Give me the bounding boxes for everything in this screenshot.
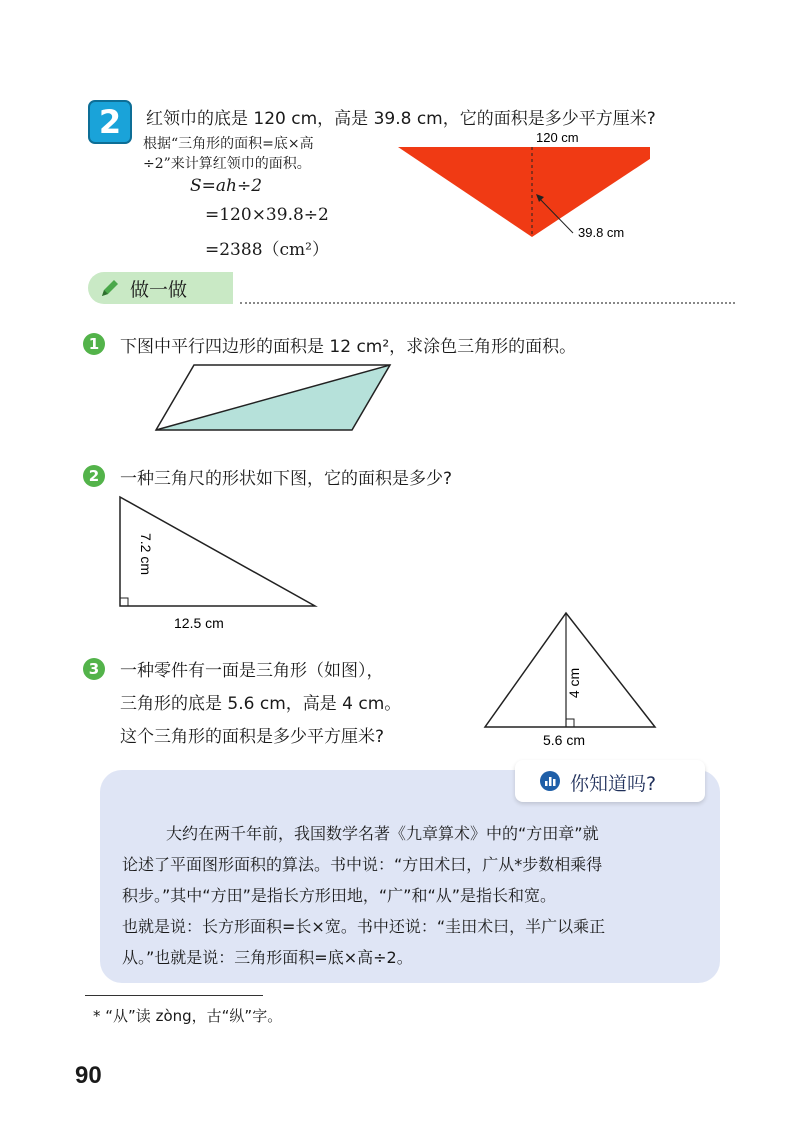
info-body xyxy=(122,818,712,973)
hint-line-1: 根据“三角形的面积=底×高 xyxy=(143,136,314,152)
q3-line-1: 一种零件有一面是三角形（如图）， xyxy=(120,661,384,681)
example-number-badge: 2 xyxy=(88,100,132,144)
right-angle-mark xyxy=(120,598,128,606)
part-triangle-figure xyxy=(478,605,668,755)
q3-height-label: 4 cm xyxy=(566,667,582,699)
q3-line-3: 这个三角形的面积是多少平方厘米? xyxy=(120,727,385,747)
calc-step-1: =120×39.8÷2 xyxy=(205,205,329,225)
calc-step-2: =2388（cm²） xyxy=(205,240,329,260)
q1-text: 下图中平行四边形的面积是 12 cm²，求涂色三角形的面积。 xyxy=(120,337,577,357)
section-divider xyxy=(240,302,735,304)
footnote: * “从”读 zòng，古“纵”字。 xyxy=(93,1007,283,1025)
q2-height-label: 7.2 cm xyxy=(138,532,154,576)
q3-number: 3 xyxy=(83,658,105,680)
example-question: 红领巾的底是 120 cm，高是 39.8 cm，它的面积是多少平方厘米? xyxy=(146,109,656,129)
q3-right-angle-mark xyxy=(566,719,574,727)
q3-line-2: 三角形的底是 5.6 cm，高是 4 cm。 xyxy=(120,694,402,714)
set-square-figure xyxy=(110,490,330,635)
figure-height-label: 39.8 cm xyxy=(578,225,625,240)
q1-number: 1 xyxy=(83,333,105,355)
practice-heading: 做一做 xyxy=(130,279,188,301)
practice-heading-tab xyxy=(88,272,233,304)
bar-chart-icon xyxy=(540,771,560,791)
q2-text: 一种三角尺的形状如下图，它的面积是多少? xyxy=(120,469,453,489)
footnote-rule xyxy=(85,995,263,996)
info-title-tab xyxy=(515,760,705,802)
info-title: 你知道吗? xyxy=(570,773,657,795)
hint-line-2: ÷2”来计算红领巾的面积。 xyxy=(143,156,311,172)
red-scarf-figure xyxy=(390,125,650,265)
info-line-4: 也就是说：长方形面积=长×宽。书中还说：“圭田术曰，半广以乘正 xyxy=(122,917,606,936)
info-line-2: 论述了平面图形面积的算法。书中说：“方田术曰，广从*步数相乘得 xyxy=(122,855,603,874)
page-number: 90 xyxy=(75,1062,102,1089)
info-line-3: 积步。”其中“方田”是指长方形田地，“广”和“从”是指长和宽。 xyxy=(122,886,557,905)
q3-base-label: 5.6 cm xyxy=(542,732,586,748)
formula: S=ah÷2 xyxy=(190,176,263,196)
info-line-1: 大约在两千年前，我国数学名著《九章算术》中的“方田章”就 xyxy=(166,824,599,843)
q2-base-label: 12.5 cm xyxy=(174,615,224,631)
q2-number: 2 xyxy=(83,465,105,487)
parallelogram-figure xyxy=(150,360,395,440)
pencil-icon xyxy=(98,278,120,300)
figure-base-label: 120 cm xyxy=(536,130,579,145)
info-line-5: 从。”也就是说：三角形面积=底×高÷2。 xyxy=(122,948,413,967)
red-scarf-triangle xyxy=(398,147,650,237)
